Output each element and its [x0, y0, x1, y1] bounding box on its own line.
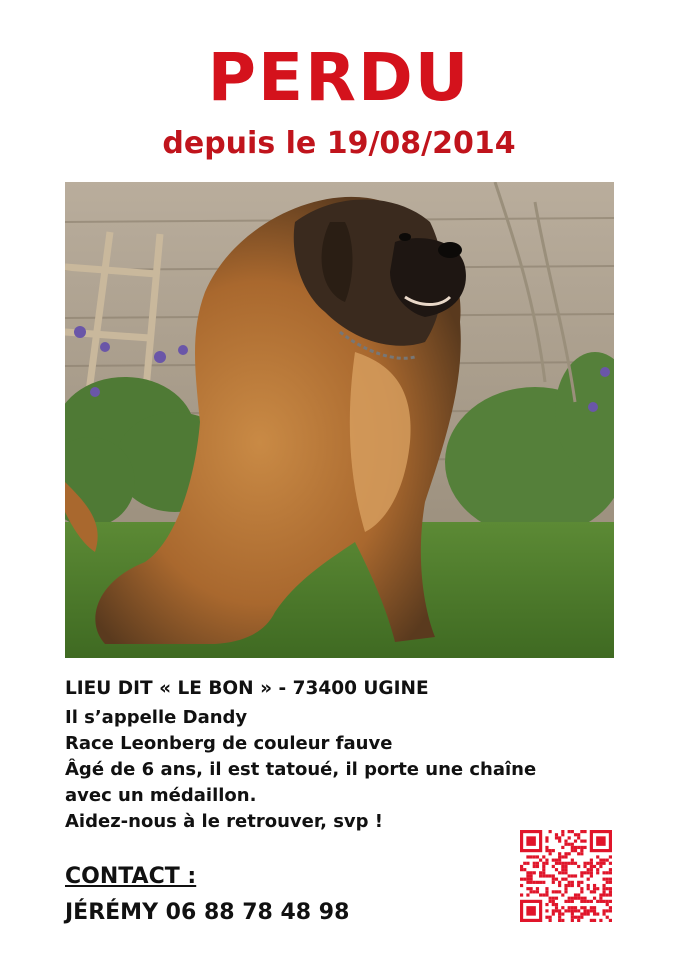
location-line: LIEU DIT « LE BON » - 73400 UGINE: [65, 678, 429, 699]
contact-phone[interactable]: JÉRÉMY 06 88 78 48 98: [65, 900, 350, 925]
dog-photo: [65, 182, 614, 658]
detail-line-medal: avec un médaillon.: [65, 785, 257, 806]
dog-info: [65, 676, 625, 835]
detail-line-help: Aidez-nous à le retrouver, svp !: [65, 811, 384, 832]
detail-line-name: Il s’appelle Dandy: [65, 707, 248, 728]
lost-since-date: depuis le 19/08/2014: [162, 126, 516, 161]
detail-line-breed: Race Leonberg de couleur fauve: [65, 733, 393, 754]
contact-label: CONTACT :: [65, 864, 197, 889]
qr-code-icon[interactable]: [520, 830, 612, 922]
detail-line-age: Âgé de 6 ans, il est tatoué, il porte une chaîne: [65, 759, 537, 780]
poster-title: PERDU: [207, 39, 471, 116]
